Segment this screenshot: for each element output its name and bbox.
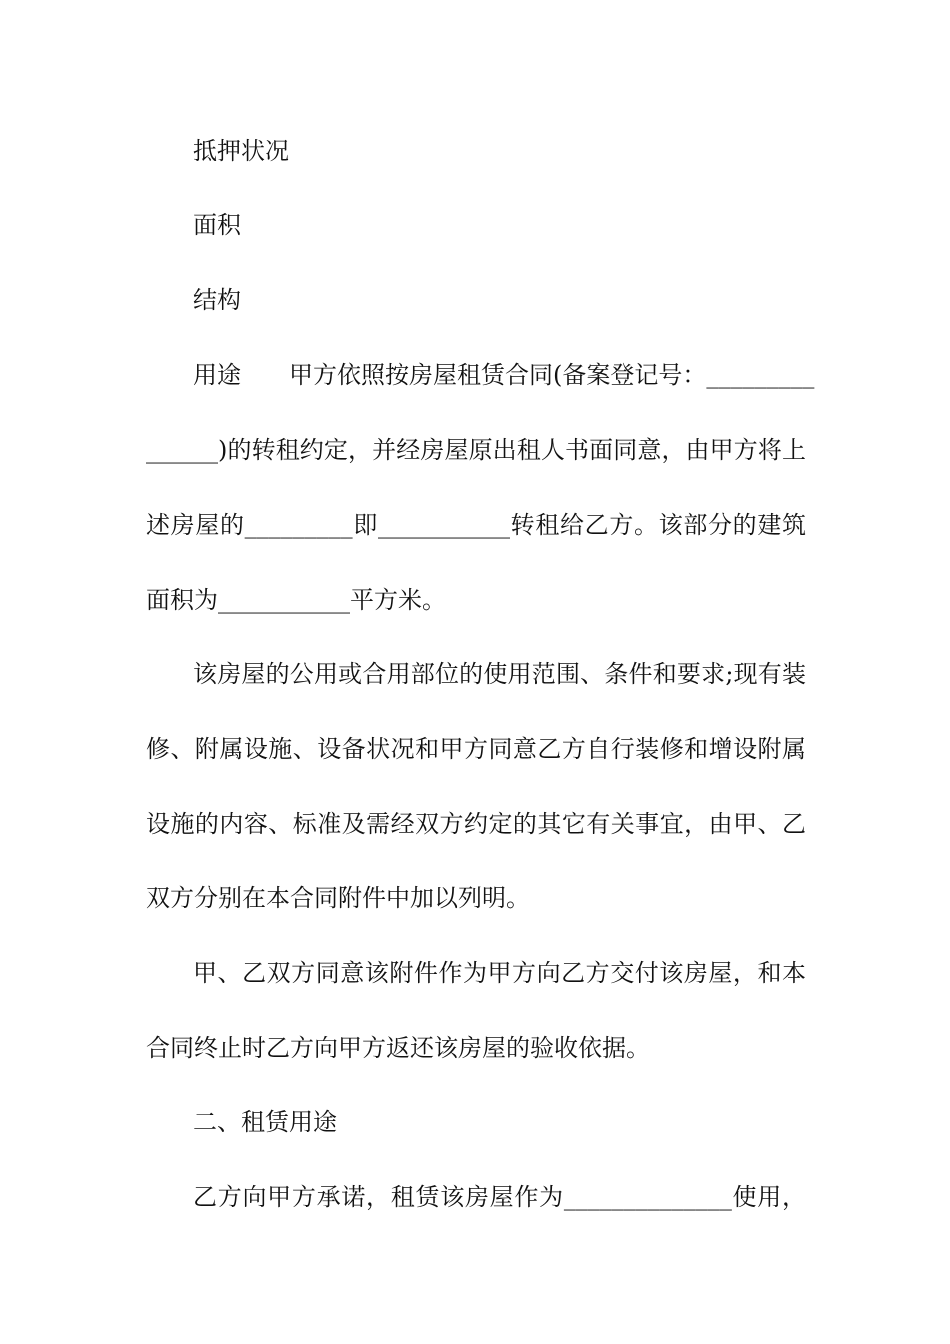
paragraph-line: 用途 甲方依照按房屋租赁合同(备案登记号：_________ bbox=[193, 361, 815, 389]
paragraph-line: 合同终止时乙方向甲方返还该房屋的验收依据。 bbox=[146, 1034, 650, 1062]
paragraph-line: 该房屋的公用或合用部位的使用范围、条件和要求;现有装 bbox=[193, 660, 806, 688]
paragraph-line: 甲、乙双方同意该附件作为甲方向乙方交付该房屋，和本 bbox=[193, 959, 806, 987]
paragraph-line: ______)的转租约定，并经房屋原出租人书面同意，由甲方将上 bbox=[146, 436, 806, 464]
paragraph-line: 设施的内容、标准及需经双方约定的其它有关事宜，由甲、乙 bbox=[146, 810, 806, 838]
field-area: 面积 bbox=[193, 211, 241, 239]
field-structure: 结构 bbox=[193, 286, 241, 314]
paragraph-line: 修、附属设施、设备状况和甲方同意乙方自行装修和增设附属 bbox=[146, 735, 806, 763]
paragraph-line: 面积为___________平方米。 bbox=[146, 586, 446, 614]
section-heading: 二、租赁用途 bbox=[193, 1108, 337, 1136]
field-mortgage-status: 抵押状况 bbox=[193, 137, 289, 165]
paragraph-line: 乙方向甲方承诺，租赁该房屋作为______________使用， bbox=[193, 1183, 806, 1211]
paragraph-line: 双方分别在本合同附件中加以列明。 bbox=[146, 884, 530, 912]
paragraph-line: 述房屋的_________即___________转租给乙方。该部分的建筑 bbox=[146, 511, 806, 539]
